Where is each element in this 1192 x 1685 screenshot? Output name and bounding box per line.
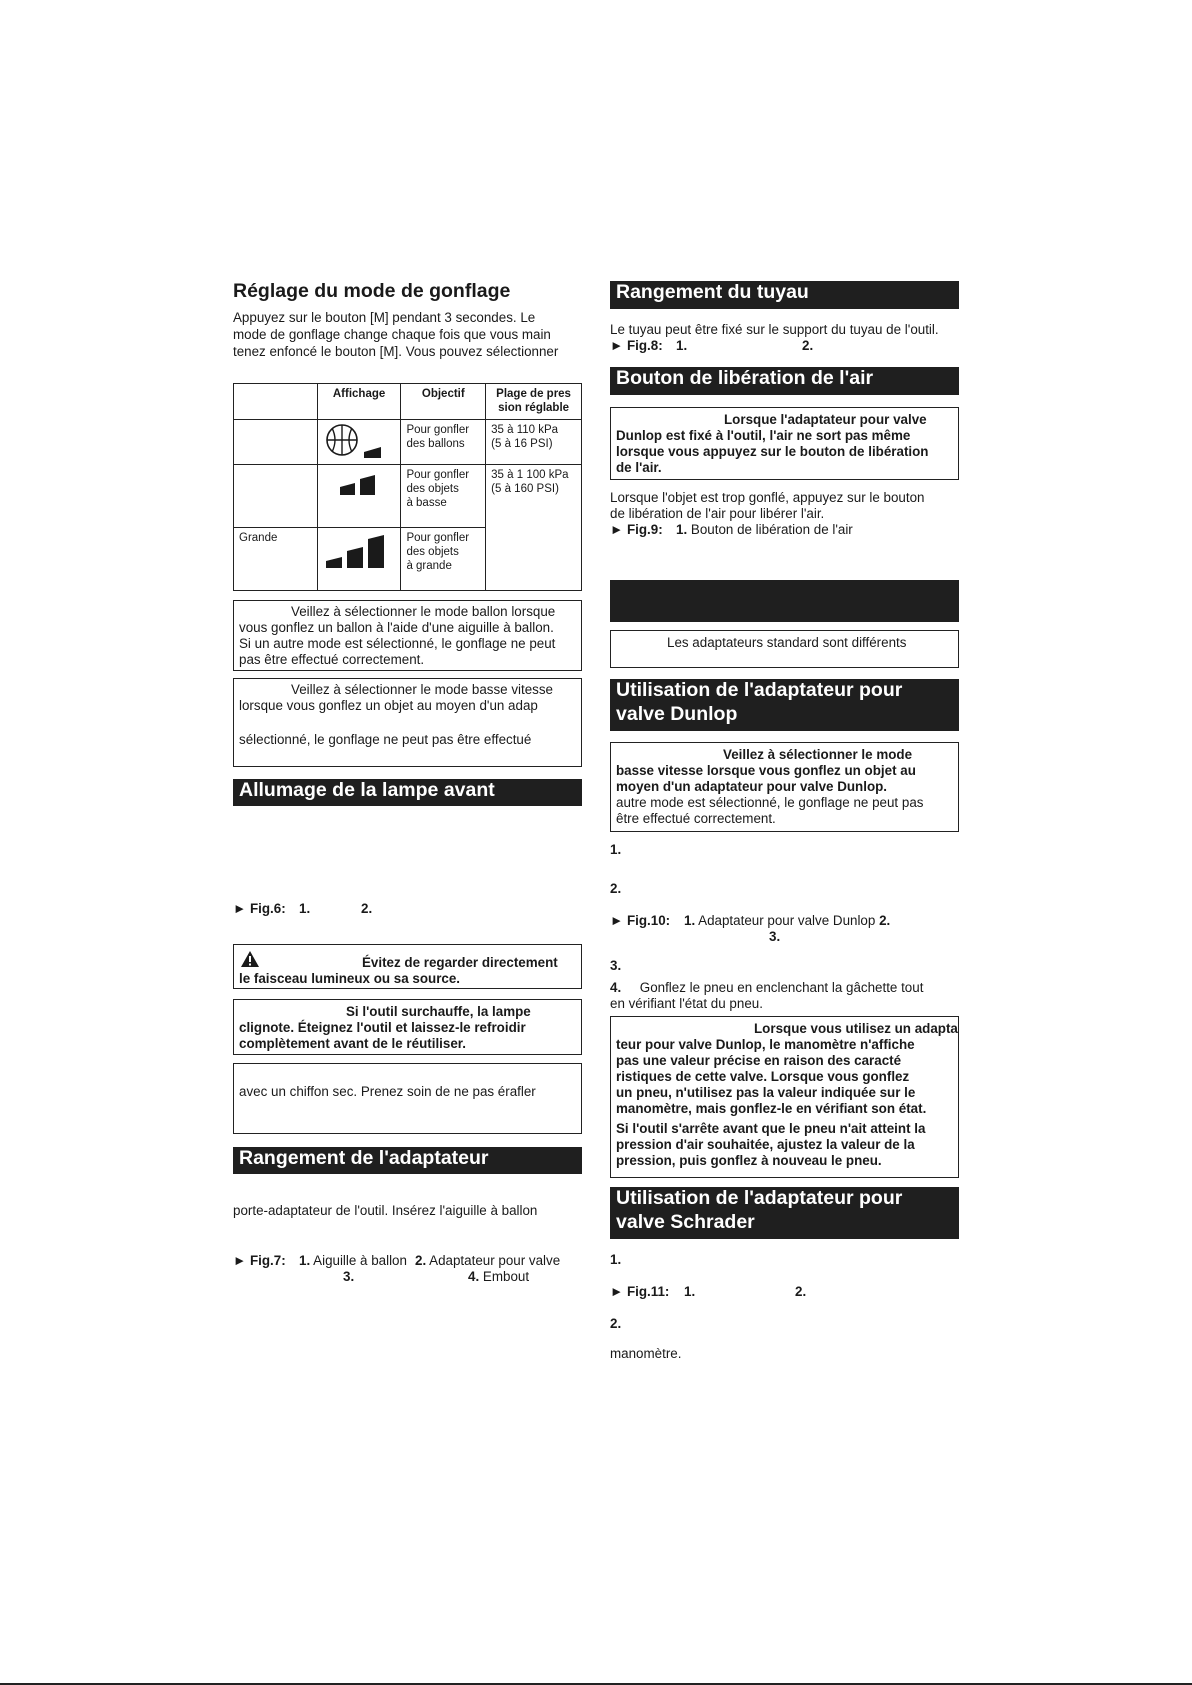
note-clean-box: avec un chiffon sec. Prenez soin de ne pas érafler xyxy=(233,1063,582,1134)
display-cell xyxy=(317,465,401,528)
fig6-label: ► Fig.6: xyxy=(233,901,286,916)
note-adapters-box: Les adaptateurs standard sont différents xyxy=(610,630,959,668)
section-title-lamp: Allumage de la lampe avant xyxy=(233,779,582,806)
fig9-item-1: 1. Bouton de libération de l'air xyxy=(676,522,853,537)
paragraph-line: mode de gonflage change chaque fois que vous main xyxy=(233,327,551,342)
range-cell: 35 à 110 kPa (5 à 16 PSI) xyxy=(486,420,582,465)
table-row xyxy=(234,465,582,528)
objective-cell: Pour gonfler des objets à grande xyxy=(401,528,486,591)
warning-icon xyxy=(240,950,260,968)
fig10-label: ► Fig.10: xyxy=(610,913,671,928)
paragraph-line: tenez enfoncé le bouton [M]. Vous pouvez sélectionner xyxy=(233,344,559,359)
paragraph-line: Le tuyau peut être fixé sur le support du tuyau de l'outil. xyxy=(610,322,939,337)
objective-cell: Pour gonfler des objets à basse xyxy=(401,465,486,528)
display-cell xyxy=(317,528,401,591)
step-4: 4. Gonflez le pneu en enclenchant la gâchette tout xyxy=(610,980,924,995)
fig8-label: ► Fig.8: xyxy=(610,338,663,353)
paragraph-line: manomètre. xyxy=(610,1346,682,1361)
step-3: 3. xyxy=(610,958,622,973)
low-speed-mode-icon xyxy=(338,467,398,507)
note-dunlop-gauge-box: Lorsque vous utilisez un adapta teur pour valve Dunlop, le manomètre n'affiche pas une valeur précise en raison des caracté ristiques de cette valve. Lorsque vous gonflez un pneu, n'utilisez pas la valeur indiquée sur le manomètre, mais gonflez-le en vérifiant son état. Si l'outil s'arrête avant que le pneu n'ait atteint la pression d'air souhaitée, ajustez la valeur de la pression, puis gonflez à nouveau le pneu. xyxy=(610,1016,959,1178)
fig8-item-1: 1. xyxy=(676,338,688,353)
fig11-item-1: 1. xyxy=(684,1284,696,1299)
caution-box-overheat: Si l'outil surchauffe, la lampe clignote. Éteignez l'outil et laissez-le refroidir complètement avant de le réutiliser. xyxy=(233,999,582,1055)
fig7-item-1: 1. Aiguille à ballon xyxy=(299,1253,407,1268)
table-header-mode xyxy=(234,384,318,420)
inflation-mode-table xyxy=(233,383,582,591)
fig9-label: ► Fig.9: xyxy=(610,522,663,537)
step-2: 2. xyxy=(610,881,622,896)
section-title-air-release: Bouton de libération de l'air xyxy=(610,367,959,395)
fig6-item-2: 2. xyxy=(361,901,373,916)
step-1: 1. xyxy=(610,842,622,857)
range-cell: 35 à 1 100 kPa (5 à 160 PSI) xyxy=(486,465,582,591)
fig7-label: ► Fig.7: xyxy=(233,1253,286,1268)
fig6-item-1: 1. xyxy=(299,901,311,916)
note-basse-box: Veillez à sélectionner le mode basse vitesse lorsque vous gonflez un objet au moyen d'un adap sélectionné, le gonflage ne peut pas être effectué xyxy=(233,678,582,767)
high-speed-mode-icon xyxy=(324,532,394,578)
step-1: 1. xyxy=(610,1252,622,1267)
fig11-item-2: 2. xyxy=(795,1284,807,1299)
table-header-objectif: Objectif xyxy=(401,384,486,420)
mode-cell xyxy=(234,420,318,465)
fig7-item-2: 2. Adaptateur pour valve xyxy=(415,1253,561,1268)
paragraph-line: porte-adaptateur de l'outil. Insérez l'aiguille à ballon xyxy=(233,1203,538,1218)
paragraph-line: en vérifiant l'état du pneu. xyxy=(610,996,763,1011)
fig7-item-4: 4. Embout xyxy=(468,1269,530,1284)
caution-box-beam: Évitez de regarder directement le faisceau lumineux ou sa source. xyxy=(233,944,582,989)
table-header-affichage: Affichage xyxy=(317,384,401,420)
mode-cell: Grande xyxy=(234,528,318,591)
mode-cell xyxy=(234,465,318,528)
objective-cell: Pour gonfler des ballons xyxy=(401,420,486,465)
ball-mode-icon xyxy=(324,422,388,462)
section-title-inflation-mode: Réglage du mode de gonflage xyxy=(233,280,511,302)
section-title-hose: Rangement du tuyau xyxy=(610,281,959,309)
paragraph-line: Appuyez sur le bouton [M] pendant 3 secondes. Le xyxy=(233,310,536,325)
section-title-adapter-storage: Rangement de l'adaptateur xyxy=(233,1147,582,1174)
note-dunlop-box: Veillez à sélectionner le mode basse vitesse lorsque vous gonflez un objet au moyen d'un adaptateur pour valve Dunlop. autre mode est sélectionné, le gonflage ne peut pas être effectué correctement. xyxy=(610,742,959,832)
fig10-item-1: 1. Adaptateur pour valve Dunlop 2. xyxy=(684,913,891,928)
display-cell xyxy=(317,420,401,465)
fig8-item-2: 2. xyxy=(802,338,814,353)
paragraph-line: Lorsque l'objet est trop gonflé, appuyez sur le bouton xyxy=(610,490,925,505)
section-title-schrader: Utilisation de l'adaptateur pour valve Schrader xyxy=(610,1187,959,1239)
note-air-release-box: Lorsque l'adaptateur pour valve Dunlop est fixé à l'outil, l'air ne sort pas même lorsque vous appuyez sur le bouton de libération de l'air. xyxy=(610,407,959,480)
paragraph-line: de libération de l'air pour libérer l'air. xyxy=(610,506,825,521)
section-title-blank-bar xyxy=(610,580,959,622)
fig11-label: ► Fig.11: xyxy=(610,1284,670,1299)
fig7-item-3: 3. xyxy=(343,1269,355,1284)
step-2: 2. xyxy=(610,1316,622,1331)
note-ballon-box: Veillez à sélectionner le mode ballon lorsque vous gonflez un ballon à l'aide d'une aiguille à ballon. Si un autre mode est sélectionné, le gonflage ne peut pas être effectué correctement. xyxy=(233,600,582,671)
fig10-item-3: 3. xyxy=(769,929,781,944)
table-row xyxy=(234,420,582,465)
table-header-plage: Plage de pres sion réglable xyxy=(486,384,582,420)
section-title-dunlop: Utilisation de l'adaptateur pour valve Dunlop xyxy=(610,679,959,731)
